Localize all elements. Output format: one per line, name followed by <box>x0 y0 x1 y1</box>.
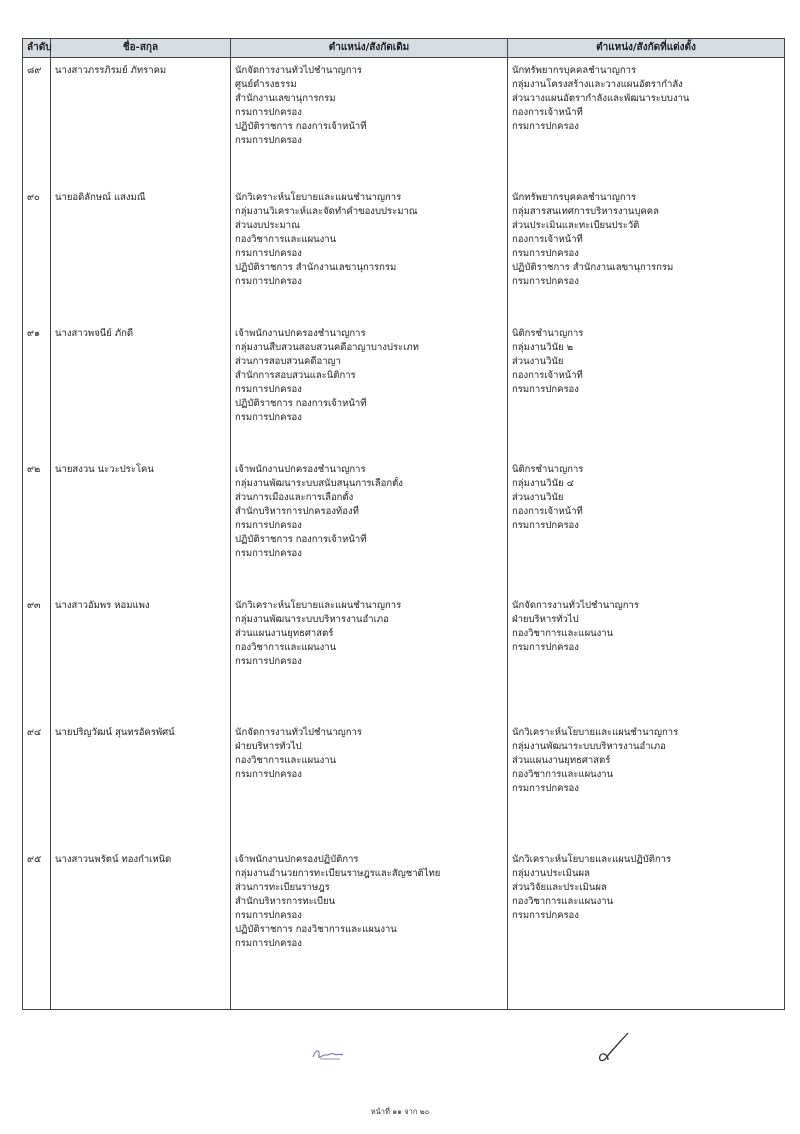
header-old-position: ตำแหน่ง/สังกัดเดิม <box>231 39 508 58</box>
new-position-line: กลุ่มงานประเมินผล <box>512 868 590 879</box>
header-name: ชื่อ-สกุล <box>51 39 231 58</box>
old-position-line: กลุ่มงานวิเคราะห์และจัดทำคำของบประมาณ <box>235 206 418 217</box>
new-position-line: นิติกรชำนาญการ <box>512 328 584 339</box>
new-position-line: ส่วนวางแผนอัตรากำลังและพัฒนาระบบงาน <box>512 93 690 104</box>
new-position-line: นักวิเคราะห์นโยบายและแผนปฏิบัติการ <box>512 854 672 865</box>
new-position-line: กลุ่มสารสนเทศการบริหารงานบุคคล <box>512 206 659 217</box>
new-position-line: กองการเจ้าหน้าที่ <box>512 234 583 245</box>
row-number: ๙๕ <box>23 847 51 1010</box>
page-footer: หน้าที่ ๑๑ จาก ๒๐ <box>370 1107 430 1116</box>
old-position-line: กรมการปกครอง <box>235 656 302 667</box>
old-position-line: ส่วนการเมืองและการเลือกตั้ง <box>235 492 354 503</box>
new-position-line: ส่วนแผนงานยุทธศาสตร์ <box>512 755 611 766</box>
new-position-line: กรมการปกครอง <box>512 520 579 531</box>
header-new-position: ตำแหน่ง/สังกัดที่แต่งตั้ง <box>508 39 785 58</box>
old-position-cell <box>231 185 508 321</box>
person-name: นางสาวพจนีย์ ภักดี <box>51 321 231 457</box>
old-position-cell <box>231 593 508 720</box>
old-position-cell <box>231 321 508 457</box>
new-position-cell <box>508 457 785 593</box>
new-position-line: ฝ่ายบริหารทั่วไป <box>512 614 579 625</box>
old-position-line: กรมการปกครอง <box>235 769 302 780</box>
appointment-table <box>22 38 785 1010</box>
old-position-line: สำนักการสอบสวนและนิติการ <box>235 370 356 381</box>
person-name: นายสงวน นะวะประโคน <box>51 457 231 593</box>
new-position-cell <box>508 321 785 457</box>
new-position-line: ส่วนงานวินัย <box>512 492 564 503</box>
old-position-line: ส่วนการสอบสวนคดีอาญา <box>235 356 341 367</box>
row-number: ๙๔ <box>23 720 51 847</box>
new-position-line: นักวิเคราะห์นโยบายและแผนชำนาญการ <box>512 727 679 738</box>
old-position-line: นักจัดการงานทั่วไปชำนาญการ <box>235 65 362 76</box>
table-row <box>23 457 785 593</box>
person-name: นายปริญวัฒน์ สุนทรอัครพัศน์ <box>51 720 231 847</box>
row-number: ๘๙ <box>23 58 51 186</box>
old-position-line: กองวิชาการและแผนงาน <box>235 755 337 766</box>
new-position-cell <box>508 720 785 847</box>
old-position-line: ปฏิบัติราชการ สำนักงานเลขานุการกรม <box>235 262 397 273</box>
person-name: นางสาวภรรภิรมย์ ภัทราคม <box>51 58 231 186</box>
new-position-line: ส่วนประเมินและทะเบียนประวัติ <box>512 220 640 231</box>
table-header-row <box>23 39 785 58</box>
old-position-line: นักจัดการงานทั่วไปชำนาญการ <box>235 727 362 738</box>
new-position-cell <box>508 185 785 321</box>
new-position-line: นิติกรชำนาญการ <box>512 464 584 475</box>
old-position-line: สำนักบริหารการทะเบียน <box>235 896 336 907</box>
table-row <box>23 720 785 847</box>
new-position-cell <box>508 593 785 720</box>
old-position-line: กลุ่มงานอำนวยการทะเบียนราษฎรและสัญชาติไทย <box>235 868 441 879</box>
old-position-line: กลุ่มงานพัฒนาระบบสนับสนุนการเลือกตั้ง <box>235 478 403 489</box>
row-number: ๙๑ <box>23 321 51 457</box>
new-position-line: กลุ่มงานโครงสร้างและวางแผนอัตรากำลัง <box>512 79 683 90</box>
new-position-line: นักจัดการงานทั่วไปชำนาญการ <box>512 600 639 611</box>
old-position-line: ฝ่ายบริหารทั่วไป <box>235 741 302 752</box>
new-position-line: ส่วนวิจัยและประเมินผล <box>512 882 607 893</box>
new-position-line: กรมการปกครอง <box>512 910 579 921</box>
old-position-line: ปฏิบัติราชการ กองการเจ้าหน้าที่ <box>235 534 367 545</box>
table-row <box>23 321 785 457</box>
signature-right <box>594 1030 634 1066</box>
new-position-line: นักทรัพยากรบุคคลชำนาญการ <box>512 65 637 76</box>
old-position-line: สำนักบริหารการปกครองท้องที่ <box>235 506 359 517</box>
new-position-line: กรมการปกครอง <box>512 248 579 259</box>
signature-left <box>310 1045 346 1063</box>
old-position-line: กลุ่มงานพัฒนาระบบบริหารงานอำเภอ <box>235 614 389 625</box>
person-name: นางสาวนพรัตน์ ทองกำเหนิด <box>51 847 231 1010</box>
old-position-line: กรมการปกครอง <box>235 548 302 559</box>
old-position-line: นักวิเคราะห์นโยบายและแผนชำนาญการ <box>235 600 402 611</box>
new-position-line: ส่วนงานวินัย <box>512 356 564 367</box>
row-number: ๙๓ <box>23 593 51 720</box>
new-position-line: กรมการปกครอง <box>512 642 579 653</box>
old-position-line: กรมการปกครอง <box>235 520 302 531</box>
old-position-cell <box>231 847 508 1010</box>
person-name: นางสาวอัมพร หอมแพง <box>51 593 231 720</box>
table-row <box>23 593 785 720</box>
old-position-cell <box>231 457 508 593</box>
new-position-line: ปฏิบัติราชการ สำนักงานเลขานุการกรม <box>512 262 674 273</box>
person-name: นายอดิลักษณ์ แสงมณี <box>51 185 231 321</box>
old-position-line: กรมการปกครอง <box>235 412 302 423</box>
table-row <box>23 58 785 186</box>
new-position-line: นักทรัพยากรบุคคลชำนาญการ <box>512 192 637 203</box>
old-position-cell <box>231 58 508 186</box>
old-position-line: กรมการปกครอง <box>235 910 302 921</box>
old-position-line: กรมการปกครอง <box>235 276 302 287</box>
row-number: ๙๒ <box>23 457 51 593</box>
old-position-line: นักวิเคราะห์นโยบายและแผนชำนาญการ <box>235 192 402 203</box>
new-position-line: กองการเจ้าหน้าที่ <box>512 107 583 118</box>
old-position-line: กรมการปกครอง <box>235 107 302 118</box>
new-position-line: กรมการปกครอง <box>512 276 579 287</box>
new-position-line: กองการเจ้าหน้าที่ <box>512 370 583 381</box>
table-row <box>23 185 785 321</box>
document-page <box>22 38 784 1010</box>
old-position-line: ปฏิบัติราชการ กองการเจ้าหน้าที่ <box>235 398 367 409</box>
new-position-line: กรมการปกครอง <box>512 384 579 395</box>
old-position-line: ศูนย์ดำรงธรรม <box>235 79 297 90</box>
old-position-line: กรมการปกครอง <box>235 384 302 395</box>
new-position-line: กลุ่มงานวินัย ๒ <box>512 342 573 353</box>
new-position-line: กลุ่มงานพัฒนาระบบบริหารงานอำเภอ <box>512 741 666 752</box>
old-position-line: กองวิชาการและแผนงาน <box>235 642 337 653</box>
old-position-line: เจ้าพนักงานปกครองชำนาญการ <box>235 328 366 339</box>
old-position-line: ส่วนงบประมาณ <box>235 220 300 231</box>
old-position-line: กรมการปกครอง <box>235 938 302 949</box>
old-position-line: กรมการปกครอง <box>235 135 302 146</box>
old-position-line: ส่วนแผนงานยุทธศาสตร์ <box>235 628 334 639</box>
old-position-line: ส่วนการทะเบียนราษฎร <box>235 882 330 893</box>
old-position-line: กองวิชาการและแผนงาน <box>235 234 337 245</box>
new-position-line: กองวิชาการและแผนงาน <box>512 769 614 780</box>
row-number: ๙๐ <box>23 185 51 321</box>
header-no: ลำดับ <box>23 39 51 58</box>
table-row <box>23 847 785 1010</box>
new-position-line: กรมการปกครอง <box>512 783 579 794</box>
old-position-line: เจ้าพนักงานปกครองชำนาญการ <box>235 464 366 475</box>
new-position-cell <box>508 58 785 186</box>
old-position-line: สำนักงานเลขานุการกรม <box>235 93 336 104</box>
new-position-line: กรมการปกครอง <box>512 121 579 132</box>
old-position-line: ปฏิบัติราชการ กองการเจ้าหน้าที่ <box>235 121 367 132</box>
old-position-line: กลุ่มงานสืบสวนสอบสวนคดีอาญาบางประเภท <box>235 342 419 353</box>
old-position-line: เจ้าพนักงานปกครองปฏิบัติการ <box>235 854 359 865</box>
new-position-line: กองวิชาการและแผนงาน <box>512 896 614 907</box>
new-position-line: กองวิชาการและแผนงาน <box>512 628 614 639</box>
old-position-line: กรมการปกครอง <box>235 248 302 259</box>
old-position-cell <box>231 720 508 847</box>
new-position-cell <box>508 847 785 1010</box>
old-position-line: ปฏิบัติราชการ กองวิชาการและแผนงาน <box>235 924 397 935</box>
new-position-line: กองการเจ้าหน้าที่ <box>512 506 583 517</box>
new-position-line: กลุ่มงานวินัย ๔ <box>512 478 574 489</box>
